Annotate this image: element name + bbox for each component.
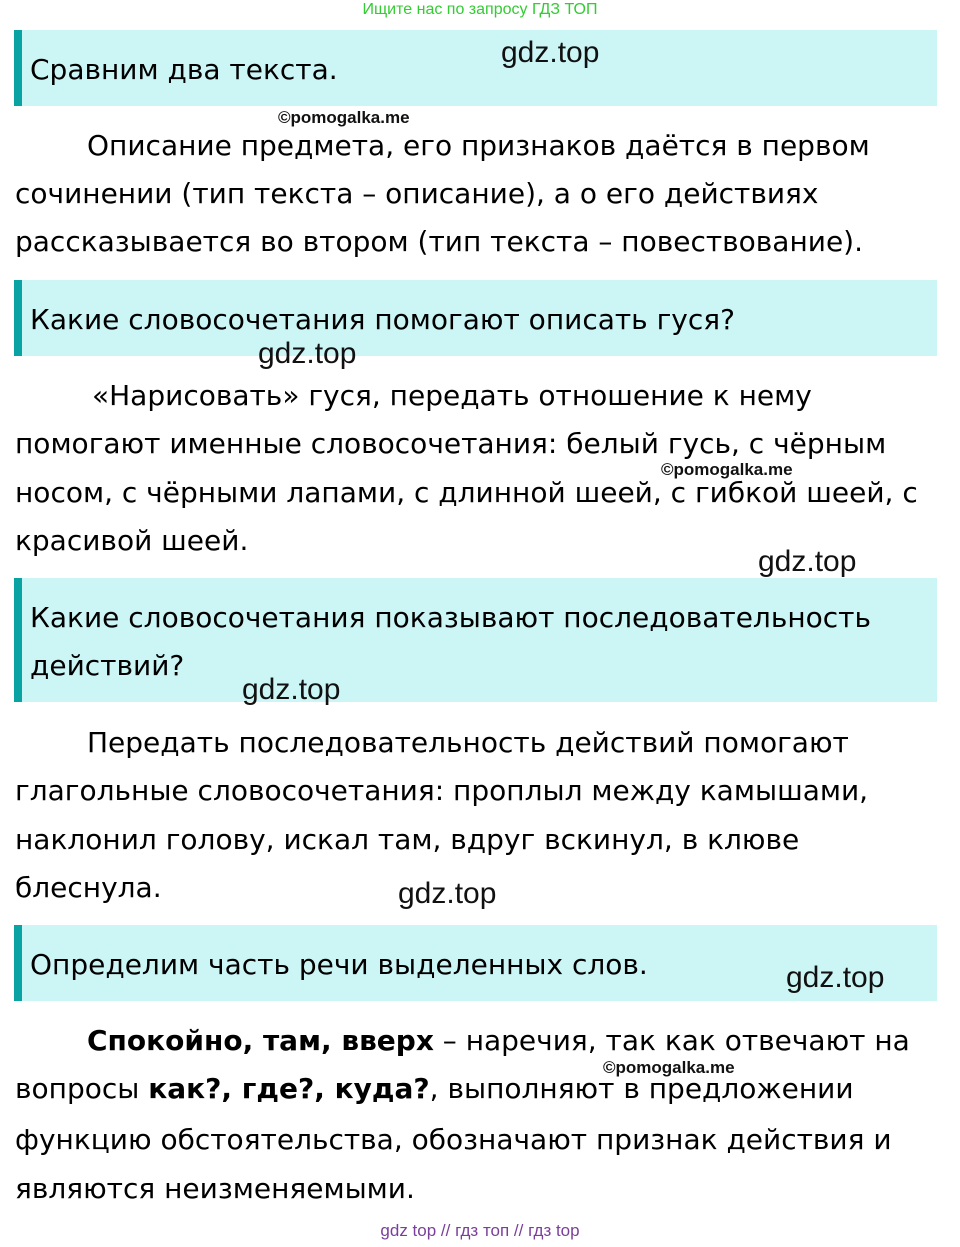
answer-2-line-3: носом, с чёрными лапами, с длинной шеей, с гибкой шеей, с	[15, 476, 918, 509]
answer-4-line-2-rest: , выполняют в предложении	[429, 1072, 854, 1105]
answer-4-line-4: являются неизменяемыми.	[15, 1172, 415, 1205]
watermark-gdz: gdz.top	[786, 961, 885, 994]
answer-3-line-1: Передать последовательность действий помогают	[87, 726, 849, 759]
answer-2-line-1: «Нарисовать» гуся, передать отношение к нему	[92, 379, 812, 412]
question-3-line-2: действий?	[30, 649, 185, 682]
answer-2-line-4: красивой шеей.	[15, 524, 249, 557]
watermark-gdz: gdz.top	[501, 36, 600, 69]
footer-links: gdz top // гдз топ // гдз top	[380, 1221, 580, 1240]
answer-4-line-2	[15, 1065, 854, 1114]
watermark-pomogalka: ©pomogalka.me	[661, 460, 793, 479]
answer-1-line-3: рассказывается во втором (тип текста – повествование).	[15, 225, 863, 258]
watermark-gdz: gdz.top	[398, 877, 497, 910]
question-4: Определим часть речи выделенных слов.	[30, 948, 648, 981]
question-3-line-1: Какие словосочетания показывают последовательность	[30, 601, 871, 634]
watermark-gdz: gdz.top	[258, 337, 357, 370]
watermark-gdz: gdz.top	[758, 545, 857, 578]
bold-adverbs: Спокойно, там, вверх	[87, 1024, 434, 1057]
question-2: Какие словосочетания помогают описать гуся?	[30, 303, 735, 336]
answer-4-line-3: функцию обстоятельства, обозначают признак действия и	[15, 1123, 892, 1156]
answer-1-line-1: Описание предмета, его признаков даётся в первом	[87, 129, 870, 162]
answer-3-line-3: наклонил голову, искал там, вдруг вскинул, в клюве	[15, 823, 800, 856]
question-1: Сравним два текста.	[30, 53, 338, 86]
answer-3-line-2: глагольные словосочетания: проплыл между камышами,	[15, 774, 869, 807]
watermark-pomogalka: ©pomogalka.me	[278, 108, 410, 127]
answer-4-line-1	[87, 1017, 910, 1066]
watermark-pomogalka: ©pomogalka.me	[603, 1058, 735, 1077]
answer-4-line-1-rest: – наречия, так как отвечают на	[433, 1024, 910, 1057]
answer-3-line-4: блеснула.	[15, 871, 162, 904]
watermark-gdz: gdz.top	[242, 673, 341, 706]
answer-2-line-2: помогают именные словосочетания: белый гусь, с чёрным	[15, 427, 887, 460]
top-banner: Ищите нас по запросу ГДЗ ТОП	[362, 1, 598, 18]
bold-questions: как?, где?, куда?	[148, 1072, 430, 1105]
answer-1-line-2: сочинении (тип текста – описание), а о его действиях	[15, 177, 819, 210]
answer-4-line-2-pre: вопросы	[15, 1072, 149, 1105]
